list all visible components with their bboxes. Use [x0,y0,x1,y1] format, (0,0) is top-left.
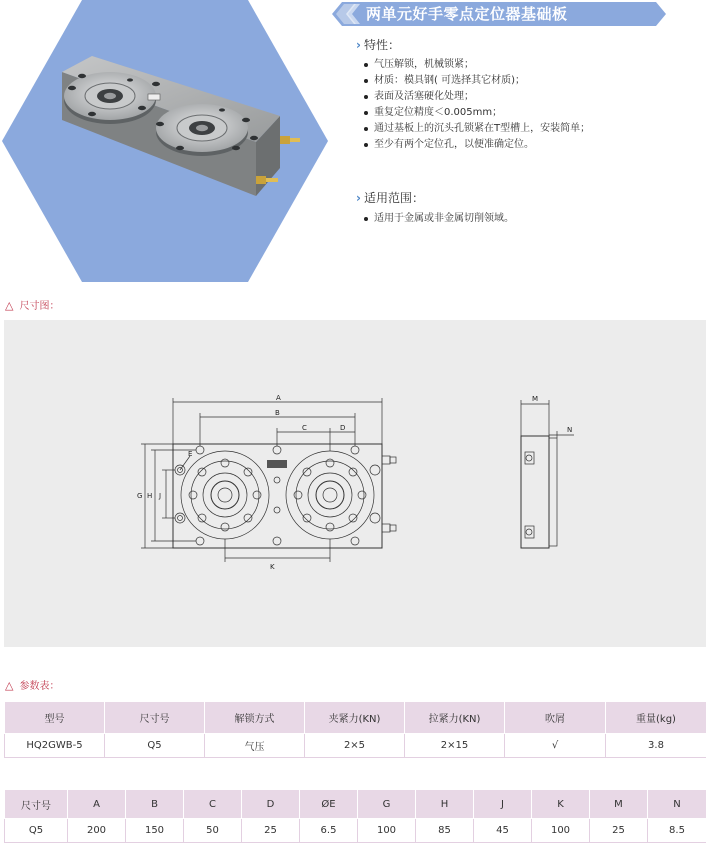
chevron-right-icon: › [356,191,361,205]
table-header-cell: M [590,790,648,819]
dim-label-M: M [532,395,539,403]
dim-label-C: C [302,424,307,432]
table-cell: 6.5 [300,819,358,843]
drawing-heading-label: 尺寸图： [19,301,60,312]
table-header-cell: H [416,790,474,819]
table-cell: √ [505,734,606,758]
table-cell: 3.8 [606,734,706,758]
table-cell: 2×15 [405,734,505,758]
table-header-cell: 夹紧力(KN) [305,702,405,734]
table-header-cell: K [532,790,590,819]
features-list [360,57,590,153]
table-header-cell: J [474,790,532,819]
dim-label-A: A [276,394,281,402]
table-cell: 气压 [205,734,305,758]
table-cell: 200 [68,819,126,843]
list-item: 气压解锁，机械锁紧； [360,57,590,73]
table-cell: Q5 [105,734,205,758]
table-cell: 50 [184,819,242,843]
table-row [5,734,706,758]
table-header-cell: 拉紧力(KN) [405,702,505,734]
table-cell: 2×5 [305,734,405,758]
params-heading-label: 参数表： [19,681,60,692]
dim-label-B: B [275,409,280,417]
list-item: 适用于金属或非金属切削领域。 [360,211,514,227]
triangle-icon: △ [5,679,14,692]
table-header-cell: C [184,790,242,819]
table-header-cell: 尺寸号 [5,790,68,819]
table-header-cell: G [358,790,416,819]
list-item: 表面及活塞硬化处理； [360,89,590,105]
list-item: 材质：模具钢( 可选择其它材质)； [360,73,590,89]
table-header-cell: 吹屑 [505,702,606,734]
features-heading-label: 特性： [363,38,400,52]
table-header-cell: A [68,790,126,819]
applications-heading-label: 适用范围： [363,191,424,205]
table-cell: 100 [358,819,416,843]
table-header-cell: ØE [300,790,358,819]
table-header-cell: B [126,790,184,819]
table-cell: 100 [532,819,590,843]
table-cell: 150 [126,819,184,843]
chevron-right-icon: › [356,38,361,52]
table-header-cell: N [648,790,706,819]
dim-label-D: D [340,424,346,432]
params-table-model [4,701,706,758]
table-row [5,819,706,843]
table-cell: 8.5 [648,819,706,843]
table-header-cell: 尺寸号 [105,702,205,734]
list-item: 至少有两个定位孔，以便准确定位。 [360,137,590,153]
product-hexagon-image [0,0,330,282]
table-cell: 45 [474,819,532,843]
dimension-drawing-panel [4,320,706,647]
table-header-cell: 型号 [5,702,105,734]
table-header-cell: 重量(kg) [606,702,706,734]
table-header-cell: D [242,790,300,819]
dim-label-N: N [567,426,573,434]
dim-label-E: E [188,450,193,458]
dim-label-G: G [137,492,143,500]
params-table-dimensions [4,789,706,843]
table-cell: Q5 [5,819,68,843]
drawing-heading [5,299,59,314]
page-title: 两单元好手零点定位器基础板 [366,5,568,23]
dim-label-K: K [270,563,275,571]
table-cell: 25 [590,819,648,843]
dim-label-H: H [147,492,153,500]
applications-list [360,211,514,227]
table-cell: HQ2GWB-5 [5,734,105,758]
table-cell: 85 [416,819,474,843]
dim-label-J: J [159,492,162,500]
features-heading [356,38,400,52]
list-item: 通过基板上的沉头孔锁紧在T型槽上，安装简单； [360,121,590,137]
params-heading [5,679,59,694]
list-item: 重复定位精度＜0.005mm； [360,105,590,121]
triangle-icon: △ [5,299,14,312]
applications-heading [356,191,424,205]
table-cell: 25 [242,819,300,843]
table-header-cell: 解锁方式 [205,702,305,734]
dimension-drawing [4,320,706,647]
